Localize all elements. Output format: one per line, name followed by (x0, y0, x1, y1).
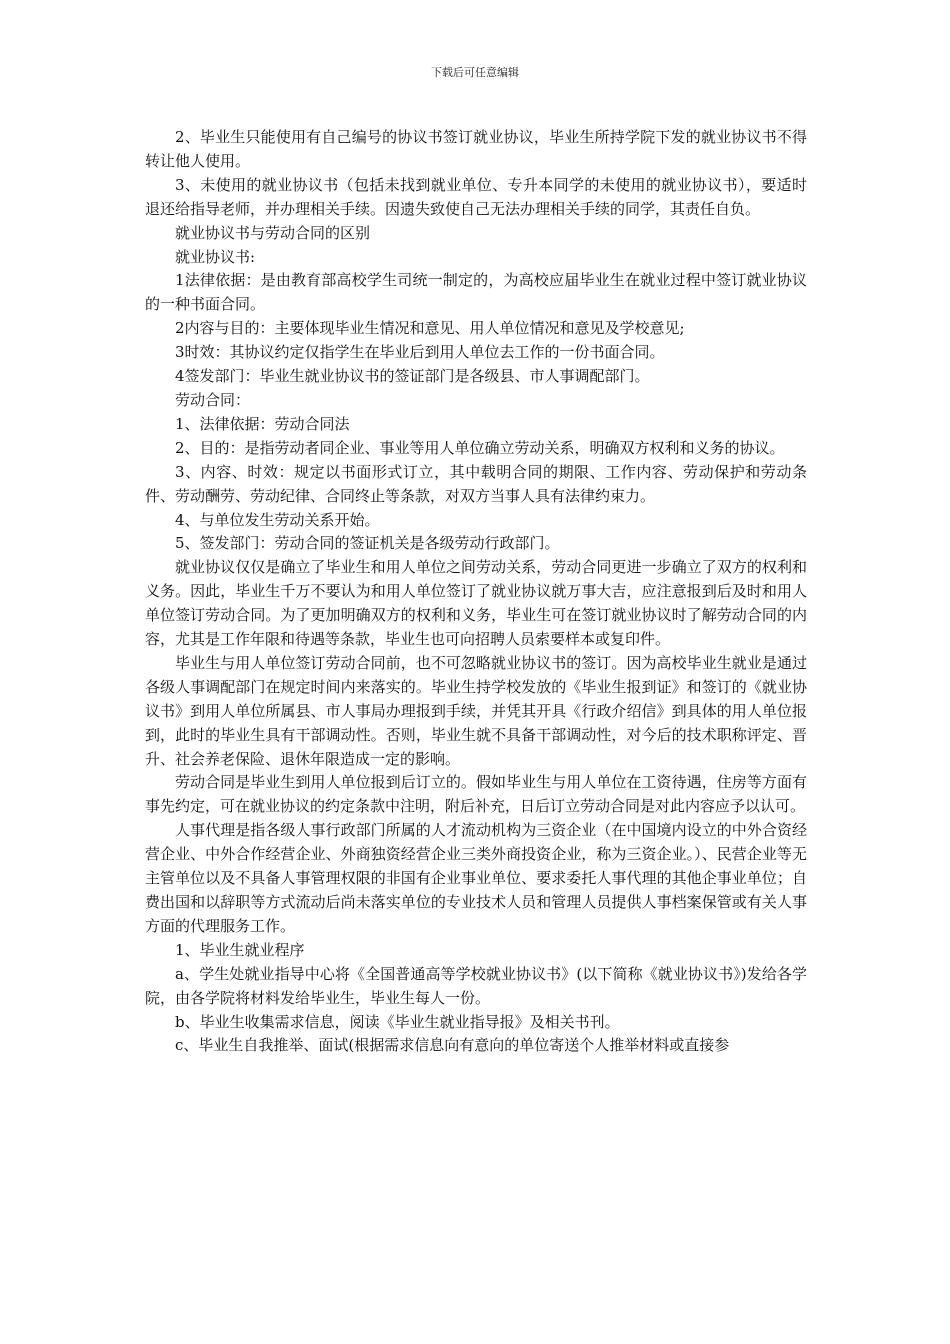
paragraph: b、毕业生收集需求信息，阅读《毕业生就业指导报》及相关书刊。 (175, 1012, 620, 1031)
paragraph: 1、法律依据：劳动合同法 (175, 414, 350, 433)
paragraph: 人事代理是指各级人事行政部门所属的人才流动机构为三资企业（在中国境内设立的中外合资经营企业、中外合作经营企业、外商独资经营企业三类外商投资企业，称为三资企业。）、民营企业等无主管单位以及不具备人事管理权限的非国有企业事业单位、要求委托人事代理的其他企事业单位；自费出国和以辞职等方式流动后尚未落实单位的专业技术人员和管理人员提供人事档案保管或有关人事方面的代理服务工作。 (145, 821, 807, 935)
document-body (145, 126, 807, 1058)
subsection-heading: 劳动合同： (175, 390, 251, 409)
subsection-heading: 就业协议书: (175, 247, 256, 266)
paragraph: 3、未使用的就业协议书（包括未找到就业单位、专升本同学的未使用的就业协议书），要适时退还给指导老师，并办理相关手续。因遗失致使自己无法办理相关手续的同学，其责任自负。 (145, 175, 807, 218)
paragraph: 3、内容、时效：规定以书面形式订立，其中载明合同的期限、工作内容、劳动保护和劳动条件、劳动酬劳、劳动纪律、合同终止等条款，对双方当事人具有法律约束力。 (145, 462, 807, 505)
paragraph: c、毕业生自我推举、面试(根据需求信息向有意向的单位寄送个人推举材料或直接参 (175, 1036, 730, 1055)
paragraph: 5、签发部门：劳动合同的签证机关是各级劳动行政部门。 (175, 534, 560, 553)
paragraph: a、学生处就业指导中心将《全国普通高等学校就业协议书》(以下简称《就业协议书》)发给各学院，由各学院将材料发给毕业生，毕业生每人一份。 (145, 964, 807, 1007)
page-header: 下载后可任意编辑 (431, 66, 519, 79)
paragraph: 2、目的：是指劳动者同企业、事业等用人单位确立劳动关系，明确双方权利和义务的协议。 (175, 438, 785, 457)
section-heading: 1、毕业生就业程序 (175, 940, 305, 959)
paragraph: 4、与单位发生劳动关系开始。 (175, 510, 380, 529)
paragraph: 2、毕业生只能使用有自己编号的协议书签订就业协议，毕业生所持学院下发的就业协议书不得转让他人使用。 (145, 128, 807, 170)
paragraph: 2内容与目的：主要体现毕业生情况和意见、用人单位情况和意见及学校意见; (175, 319, 685, 338)
paragraph: 3时效：其协议约定仅指学生在毕业后到用人单位去工作的一份书面合同。 (175, 343, 665, 362)
section-heading: 就业协议书与劳动合同的区别 (175, 223, 371, 242)
paragraph: 劳动合同是毕业生到用人单位报到后订立的。假如毕业生与用人单位在工资待遇，住房等方面有事先约定，可在就业协议的约定条款中注明，附后补充，日后订立劳动合同是对此内容应予以认可。 (145, 773, 807, 816)
paragraph: 毕业生与用人单位签订劳动合同前，也不可忽略就业协议书的签订。因为高校毕业生就业是通过各级人事调配部门在规定时间内来落实的。毕业生持学校发放的《毕业生报到证》和签订的《就业协议书》到用人单位所属县、市人事局办理报到手续，并凭其开具《行政介绍信》到具体的用人单位报到，此时的毕业生具有干部调动性。否则，毕业生就不具备干部调动性，对今后的技术职称评定、晋升、社会养老保险、退休年限造成一定的影响。 (145, 653, 807, 768)
paragraph: 就业协议仅仅是确立了毕业生和用人单位之间劳动关系，劳动合同更进一步确立了双方的权利和义务。因此，毕业生千万不要认为和用人单位签订了就业协议就万事大吉，应注意报到后及时和用人单位签订劳动合同。为了更加明确双方的权利和义务，毕业生可在签订就业协议时了解劳动合同的内容，尤其是工作年限和待遇等条款，毕业生也可向招聘人员索要样本或复印件。 (145, 558, 807, 649)
paragraph: 1法律依据：是由教育部高校学生司统一制定的，为高校应届毕业生在就业过程中签订就业协议的一种书面合同。 (145, 271, 807, 314)
paragraph: 4签发部门：毕业生就业协议书的签证部门是各级县、市人事调配部门。 (175, 367, 650, 386)
